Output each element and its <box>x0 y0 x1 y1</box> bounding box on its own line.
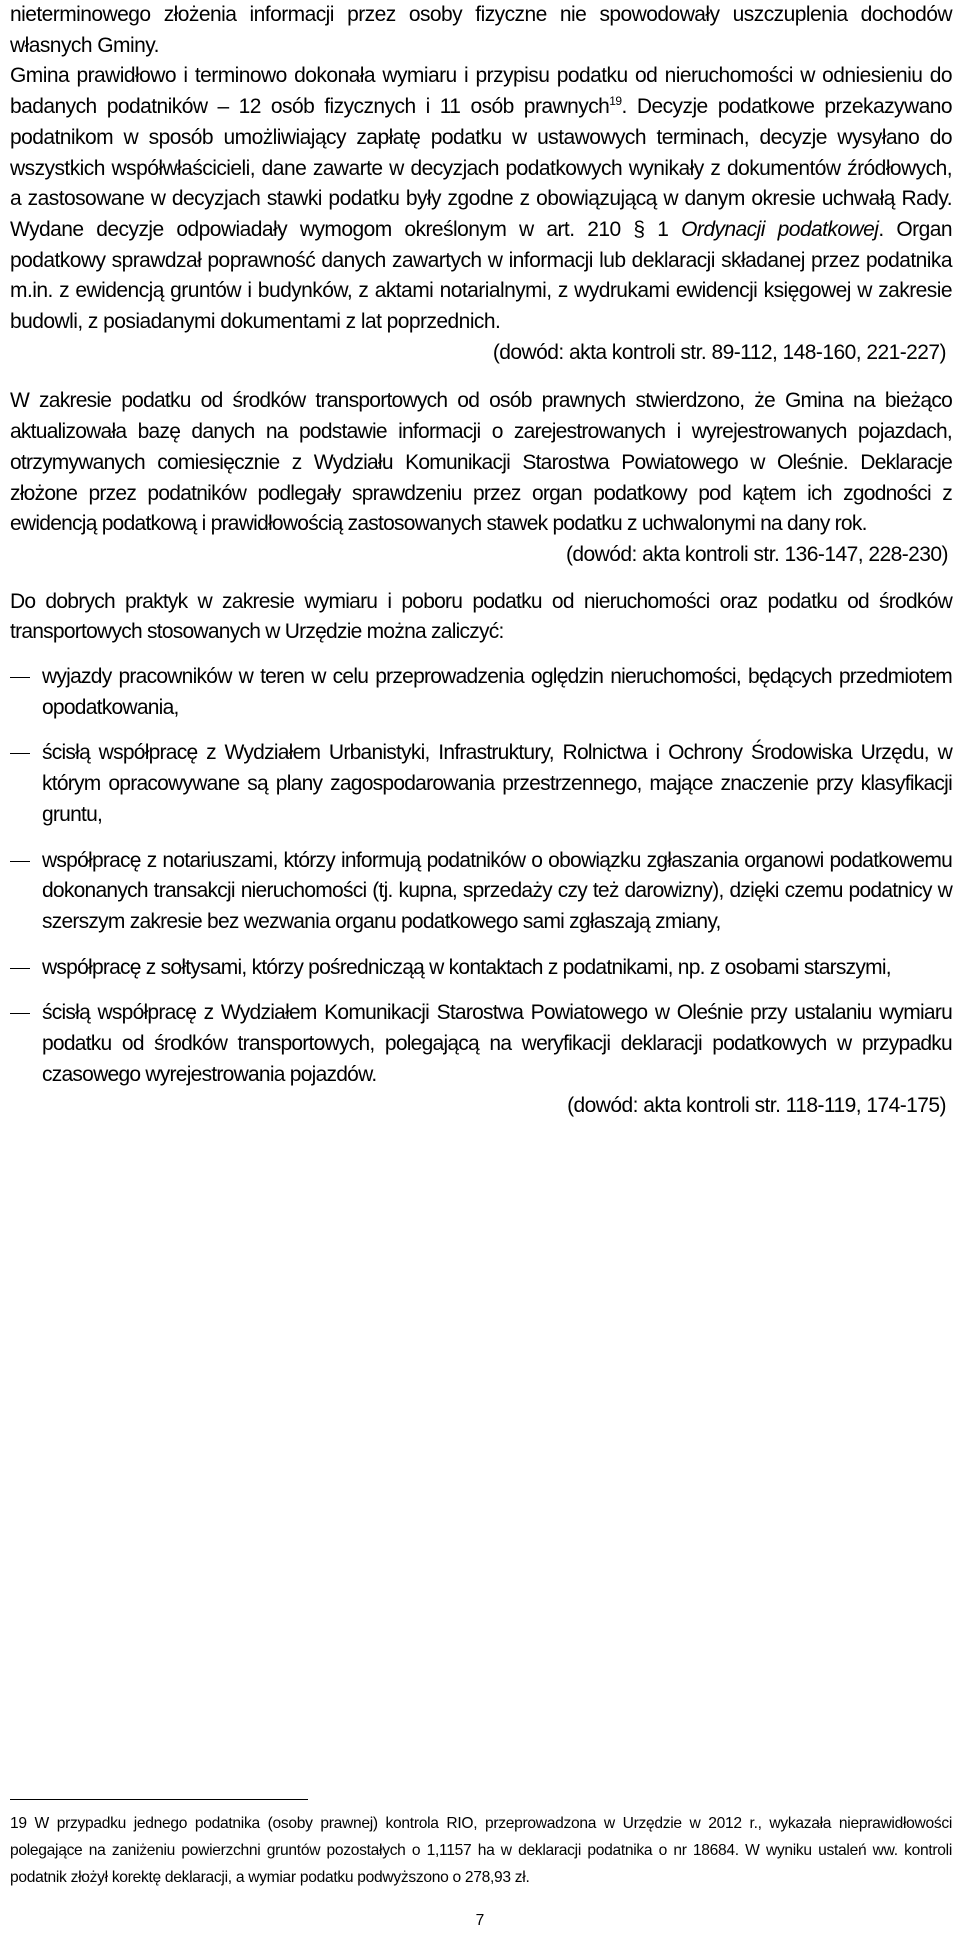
page-number: 7 <box>475 1912 485 1929</box>
list-item-text: współpracę z notariuszami, którzy informują podatników o obowiązku zgłaszania organowi podatkowemu dokonanych transakcji nieruchomości (tj. kupna, sprzedaży czy też darowizny), dzięki czemu podatnicy w szerszym zakresie bez wezwania organu podatkowego sami zgłaszają zmiany, <box>42 848 952 933</box>
paragraph-text: . Decyzje podatkowe przekazywano podatnikom w sposób umożliwiający zapłatę podatku w ustawowych terminach, decyzje wysyłano do wszystkich współwłaścicieli, dane zawarte w decyzjach podatkowych wynikały z dokumentów źródłowych, a zastosowane w decyzjach stawki podatku były zgodne z obowiązującą w danym okresie uchwałą Rady. Wydane decyzje odpowiadały wymogom określonym w art. 210 § 1 <box>10 95 952 241</box>
footnote-separator <box>10 1799 308 1800</box>
list-item <box>10 846 952 938</box>
list-item <box>10 953 952 984</box>
list-item-text: wyjazdy pracowników w teren w celu przeprowadzenia oględzin nieruchomości, będących przedmiotem opodatkowania, <box>42 665 952 719</box>
paragraph-transport-tax: W zakresie podatku od środków transportowych od osób prawnych stwierdzono, że Gmina na bieżąco aktualizowała bazę danych na podstawie informacji o zarejestrowanych i wyrejestrowanych pojazdach, otrzymywanych comiesięcznie z Wydziału Komunikacji Starostwa Powiatowego w Oleśnie. Deklaracje złożone przez podatników podlegały sprawdzeniu przez organ podatkowy pod kątem ich zgodności z ewidencją podatkową i prawidłowością zastosowanych stawek podatku z uchwalonymi na dany rok. <box>10 389 952 536</box>
list-item-text: ścisłą współpracę z Wydziałem Urbanistyki, Infrastruktury, Rolnictwa i Ochrony Środowiska Urzędu, w którym opracowywane są plany zagospodarowania przestrzennego, mające znaczenie przy klasyfikacji gruntu, <box>42 741 952 826</box>
paragraph-good-practices: Do dobrych praktyk w zakresie wymiaru i poboru podatku od nieruchomości oraz podatku od środków transportowych stosowanych w Urzędzie można zaliczyć: <box>10 589 952 644</box>
good-practices-list <box>10 662 952 1090</box>
act-title: Ordynacji podatkowej <box>681 217 879 241</box>
footnote-text: W przypadku jednego podatnika (osoby prawnej) kontrola RIO, przeprowadzona w Urzędzie w 2012 r., wykazała nieprawidłowości polegające na zaniżeniu powierzchni gruntów pozostałych o 1,1157 ha w deklaracji podatnika o nr 18684. W wyniku ustaleń ww. kontroli podatnik złożył korektę deklaracji, a wymiar podatku podwyższono o 278,93 zł. <box>10 1815 952 1887</box>
list-item <box>10 662 952 723</box>
evidence-reference: (dowód: akta kontroli str. 136-147, 228-230) <box>565 542 948 566</box>
dash-bullet-icon <box>10 677 30 678</box>
dash-bullet-icon <box>10 1013 30 1014</box>
evidence-reference: (dowód: akta kontroli str. 118-119, 174-175) <box>567 1093 946 1117</box>
footnote-reference[interactable]: 19 <box>609 94 622 109</box>
list-item <box>10 738 952 830</box>
list-item <box>10 998 952 1090</box>
paragraph-tax-assessment <box>10 61 952 337</box>
dash-bullet-icon <box>10 861 30 862</box>
evidence-reference: (dowód: akta kontroli str. 89-112, 148-160, 221-227) <box>492 340 946 364</box>
paragraph-continuation: nieterminowego złożenia informacji przez osoby fizyczne nie spowodowały uszczuplenia dochodów własnych Gminy. <box>10 3 952 57</box>
dash-bullet-icon <box>10 968 30 969</box>
paragraph-text: Gmina prawidłowo i terminowo dokonała wymiaru i przypisu podatku od nieruchomości w odniesieniu do badanych podatników – 12 osób fizycznych i 11 osób prawnych <box>10 64 952 119</box>
document-body <box>10 0 952 1121</box>
footnote-number: 19 <box>10 1815 27 1832</box>
footnote <box>10 1810 952 1892</box>
dash-bullet-icon <box>10 753 30 754</box>
list-item-text: ścisłą współpracę z Wydziałem Komunikacji Starostwa Powiatowego w Oleśnie przy ustalaniu wymiaru podatku od środków transportowych, polegającą na weryfikacji deklaracji podatkowych w przypadku czasowego wyrejestrowania pojazdów. <box>42 1001 952 1086</box>
paragraph-text: . Organ podatkowy sprawdzał poprawność danych zawartych w informacji lub deklaracji składanej przez podatnika m.in. z ewidencją gruntów i budynków, z aktami notarialnymi, z wydrukami ewidencji księgowej w zakresie budowli, z posiadanymi dokumentami z lat poprzednich. <box>10 217 952 334</box>
list-item-text: współpracę z sołtysami, którzy pośrednicząą w kontaktach z podatnikami, np. z osobami starszymi, <box>42 955 891 979</box>
